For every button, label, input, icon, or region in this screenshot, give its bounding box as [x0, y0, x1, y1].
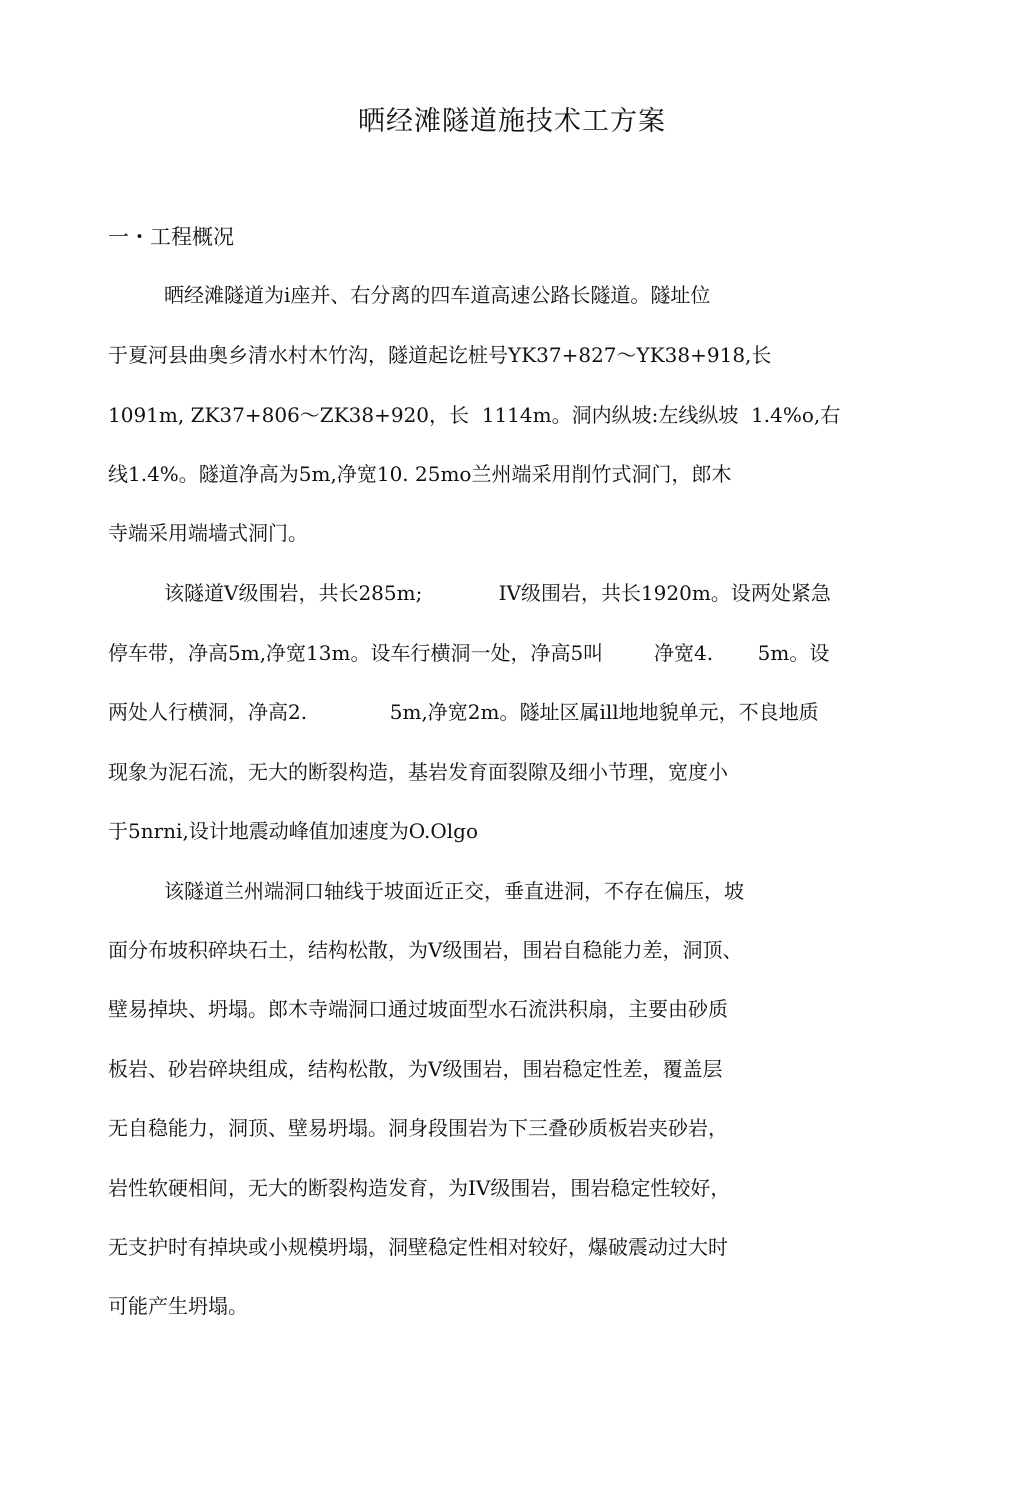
paragraph-3-line-1: 该隧道兰州端洞口轴线于坡面近正交，垂直进洞，不存在偏压，坡: [164, 879, 744, 903]
paragraph-2-line-4: 现象为泥石流，无大的断裂构造，基岩发育面裂隙及细小节理，宽度小: [108, 760, 728, 784]
paragraph-2-line-5: 于5nrni,设计地震动峰值加速度为O.Olgo: [108, 819, 479, 843]
paragraph-3-line-8: 可能产生坍塌。: [108, 1294, 248, 1318]
paragraph-1-line-3: 1091m, ZK37+806〜ZK38+920，长 1114m。洞内纵坡:左线纵坡 1.4%o,右: [108, 403, 841, 427]
paragraph-1-line-4: 线1.4%。隧道净高为5m,净宽10. 25mo兰州端采用削竹式洞门，郎木: [108, 462, 732, 486]
paragraph-1-line-1: 晒经滩隧道为i座并、右分离的四车道高速公路长隧道。隧址位: [164, 283, 711, 307]
paragraph-2-line-3: 两处人行横洞，净高2. 5m,净宽2m。隧址区属ill地地貌单元，不良地质: [108, 700, 819, 724]
section-heading: 一・工程概况: [108, 225, 234, 249]
paragraph-2-line-2: 停车带，净高5m,净宽13m。设车行横洞一处，净高5叫 净宽4. 5m。设: [108, 641, 830, 665]
paragraph-3-line-3: 壁易掉块、坍塌。郎木寺端洞口通过坡面型水石流洪积扇，主要由砂质: [108, 997, 728, 1021]
paragraph-3-line-2: 面分布坡积碎块石土，结构松散，为V级围岩，围岩自稳能力差，洞顶、: [108, 938, 743, 962]
paragraph-3-line-5: 无自稳能力，洞顶、壁易坍塌。洞身段围岩为下三叠砂质板岩夹砂岩，: [108, 1116, 728, 1140]
paragraph-3-line-4: 板岩、砂岩碎块组成，结构松散，为V级围岩，围岩稳定性差，覆盖层: [108, 1057, 723, 1081]
paragraph-1-line-5: 寺端采用端墙式洞门。: [108, 521, 308, 545]
paragraph-2-line-1: 该隧道V级围岩，共长285m; IV级围岩，共长1920m。设两处紧急: [164, 581, 831, 605]
paragraph-3-line-6: 岩性软硬相间，无大的断裂构造发育，为IV级围岩，围岩稳定性较好，: [108, 1176, 731, 1200]
paragraph-3-line-7: 无支护时有掉块或小规模坍塌，洞壁稳定性相对较好，爆破震动过大时: [108, 1235, 728, 1259]
paragraph-1-line-2: 于夏河县曲奥乡清水村木竹沟，隧道起讫桩号YK37+827〜YK38+918,长: [108, 343, 772, 367]
document-title: 晒经滩隧道施技术工方案: [358, 106, 666, 137]
